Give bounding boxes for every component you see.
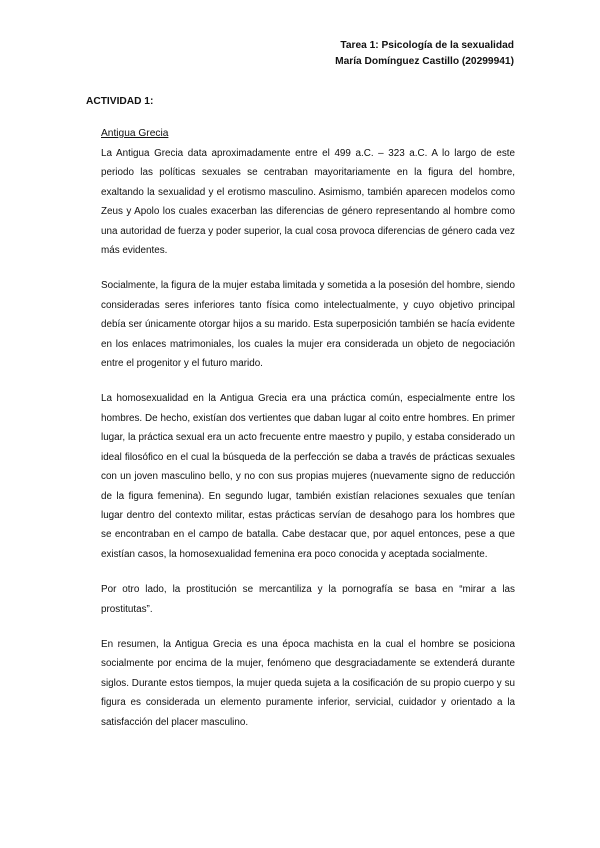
header-author: María Domínguez Castillo (20299941) xyxy=(335,56,514,67)
header-course-title: Tarea 1: Psicología de la sexualidad xyxy=(340,40,514,51)
paragraph-2: Socialmente, la figura de la mujer estaba limitada y sometida a la posesión del hombre, siendo consideradas seres inferiores tanto física como intelectualmente, y cuyo objetivo principal debía ser únicamente otorgar hijos a su marido. Esta superposición también se hacía evidente en los enlaces matrimoniales, los cuales la mujer era considerada un objeto de negociación entre el progenitor y el futuro marido. xyxy=(101,280,515,370)
section-title: Antigua Grecia xyxy=(101,128,169,139)
paragraph-1: La Antigua Grecia data aproximadamente entre el 499 a.C. – 323 a.C. A lo largo de este periodo las políticas sexuales se centraban mayoritariamente en la figura del hombre, exaltando la sexualidad y el erotismo masculino. Asimismo, también aparecen modelos como Zeus y Apolo los cuales exacerban las diferencias de género representando al hombre como una autoridad de fuerza y poder superior, la cual cosa provoca diferencias de género cada vez más evidentes. xyxy=(101,148,515,257)
paragraph-5: En resumen, la Antigua Grecia es una época machista en la cual el hombre se posiciona socialmente por encima de la mujer, fenómeno que desgraciadamente se extenderá durante siglos. Durante estos tiempos, la mujer queda sujeta a la cosificación de su propio cuerpo y su figura es considerada un elemento puramente inferior, servicial, cuidador y orientado a la satisfacción del placer masculino. xyxy=(101,638,515,728)
paragraph-3: La homosexualidad en la Antigua Grecia era una práctica común, especialmente entre los hombres. De hecho, existían dos vertientes que daban lugar al coito entre hombres. En primer lugar, la práctica sexual era un acto frecuente entre maestro y pupilo, y estaba considerado un ideal filosófico en el cual la búsqueda de la perfección se daba a través de prácticas sexuales con un joven masculino bello, y no con sus propias mujeres (nuevamente signo de reducción de la figura femenina). En segundo lugar, también existían relaciones sexuales que tenían lugar dentro del contexto militar, estas prácticas servían de desahogo para los hombres que se encontraban en el campo de batalla. Cabe destacar que, por aquel entonces, pese a que existían casos, la homosexualidad femenina era poco conocida y aceptada socialmente. xyxy=(101,393,515,560)
page-header xyxy=(335,38,514,70)
document-body xyxy=(101,126,515,748)
paragraph-4: Por otro lado, la prostitución se mercantiliza y la pornografía se basa en “mirar a las prostitutas”. xyxy=(101,584,515,615)
activity-title: ACTIVIDAD 1: xyxy=(86,96,154,107)
